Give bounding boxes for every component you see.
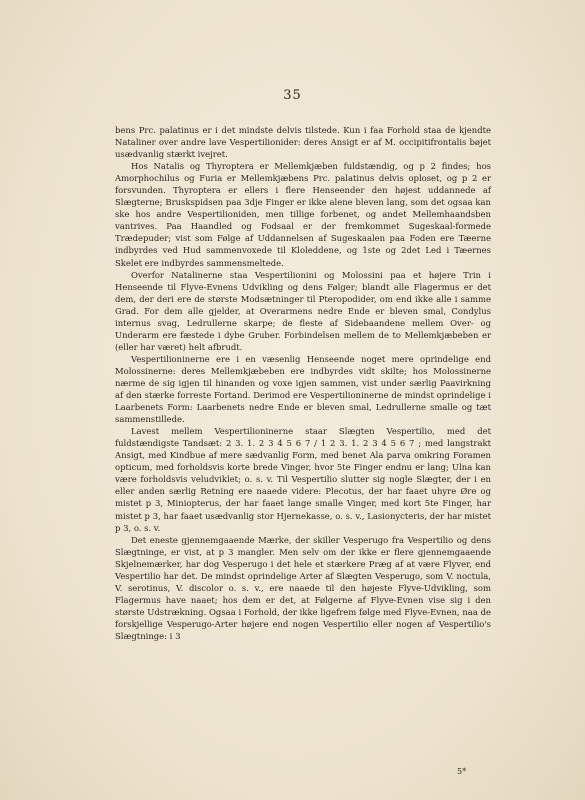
paragraph: Hos Natalis og Thyroptera er Mellemkjæben fuldstændig, og p 2 findes; hos Amorphochilus og Furia er Mellemkjæbens Prc. palatinus delvis oploset, og p 2 er forsvunden. Thyroptera er ellers i flere Henseender den højest uddannede af Slægterne; Bruskspidsen paa 3dje Finger er ikke alene bleven lang, som det ogsaa kan ske hos andre Vespertilioniden, men tillige forbenet, og andet Mellemhaandsben vantrives. Paa Haandled og Fodsaal er der fremkommet Sugeskaal-formede Trædepuder; vist som Følge af Uddannelsen af Sugeskaalen paa Foden ere Tæerne indbyrdes ved Hud sammenvoxede til Kloleddene, og 1ste og 2det Led i Tæernes Skelet ere indbyrdes sammensmeltede. [115, 161, 491, 268]
paragraph: Vespertilioninerne ere i en væsenlig Henseende noget mere oprindelige end Molossinerne: deres Mellemkjæbeben ere indbyrdes vidt skilte; hos Molossinerne nærme de sig igjen til hinanden og voxe igjen sammen, vist under særlig Paavirkning af den stærke forreste Fortand. Derimod ere Vespertilioninerne de mindst oprindelige i Laarbenets Form: Laarbenets nedre Ende er bleven smal, Ledrullerne smalle og tæt sammenstillede. [115, 353, 491, 425]
page-number: 35 [283, 88, 302, 103]
paragraph: Overfor Natalinerne staa Vespertilionini og Molossini paa et højere Trin i Henseende til Flyve-Evnens Udvikling og dens Følger; blandt alle Flagermus er det dem, der deri ere de største Modsætninger til Pteropodider, om end ikke alle i samme Grad. For dem alle gjelder, at Overarmens nedre Ende er bleven smal, Condylus internus svag, Ledrullerne skarpe; de fleste af Sidebaandene mellem Over- og Underarm ere fæstede i dybe Gruber. Forbindelsen mellem de to Mellemkjæbeben er (eller har været) helt afbrudt. [115, 269, 491, 352]
paragraph: bens Prc. palatinus er i det mindste delvis tilstede. Kun i faa Forhold staa de kjendte Nataliner over andre lave Vespertilionider: deres Ansigt er af M. occipitifrontalis bøjet usædvanlig stærkt ivejret. [115, 125, 491, 160]
paragraph: Lavest mellem Vespertilioninerne staar Slægten Vespertilio, med det fuldstændigste Tandsæt: 2 3. 1. 2 3 4 5 6 7 / 1 2 3. 1. 2 3 4 5 6 7 ; med langstrakt Ansigt, med Kindbue af mere sædvanlig Form, med benet Ala parva omkring Foramen opticum, med forholdsvis korte brede Vinger, hvor 5te Finger endnu er lang; Ulna kan være forholdsvis veludviklet; o. s. v. Til Vespertilio slutter sig nogle Slægter, der i en eller anden særlig Retning ere naaede videre: Plecotus, der har faaet uhyre Øre og mistet p 3, Miniopterus, der har faaet lange smalle Vinger, med kort 5te Finger, har mistet p 3, har faaet usædvanlig stor Hjernekasse, o. s. v., Lasionycteris, der har mistet p 3, o. s. v. [115, 426, 491, 533]
paragraph: Det eneste gjennemgaaende Mærke, der skiller Vesperugo fra Vespertilio og dens Slægtninge, er vist, at p 3 mangler. Men selv om der ikke er flere gjennemgaaende Skjelnemærker, har dog Vesperugo i det hele et stærkere Præg af at være Flyver, end Vespertilio har det. De mindst oprindelige Arter af Slægten Vesperugo, som V. noctula, V. serotinus, V. discolor o. s. v., ere naaede til den højeste Flyve-Udvikling, som Flagermus have naaet; hos dem er det, at Følgerne af Flyve-Evnen vise sig i den største Udstrækning. Ogsaa i Forhold, der ikke ligefrem følge med Flyve-Evnen, naa de forskjellige Vesperugo-Arter højere end nogen Vespertilio eller nogen af Vespertilio's Slægtninge: i 3 [115, 534, 491, 641]
body-text [115, 124, 491, 642]
signature-mark: 5* [457, 767, 467, 776]
